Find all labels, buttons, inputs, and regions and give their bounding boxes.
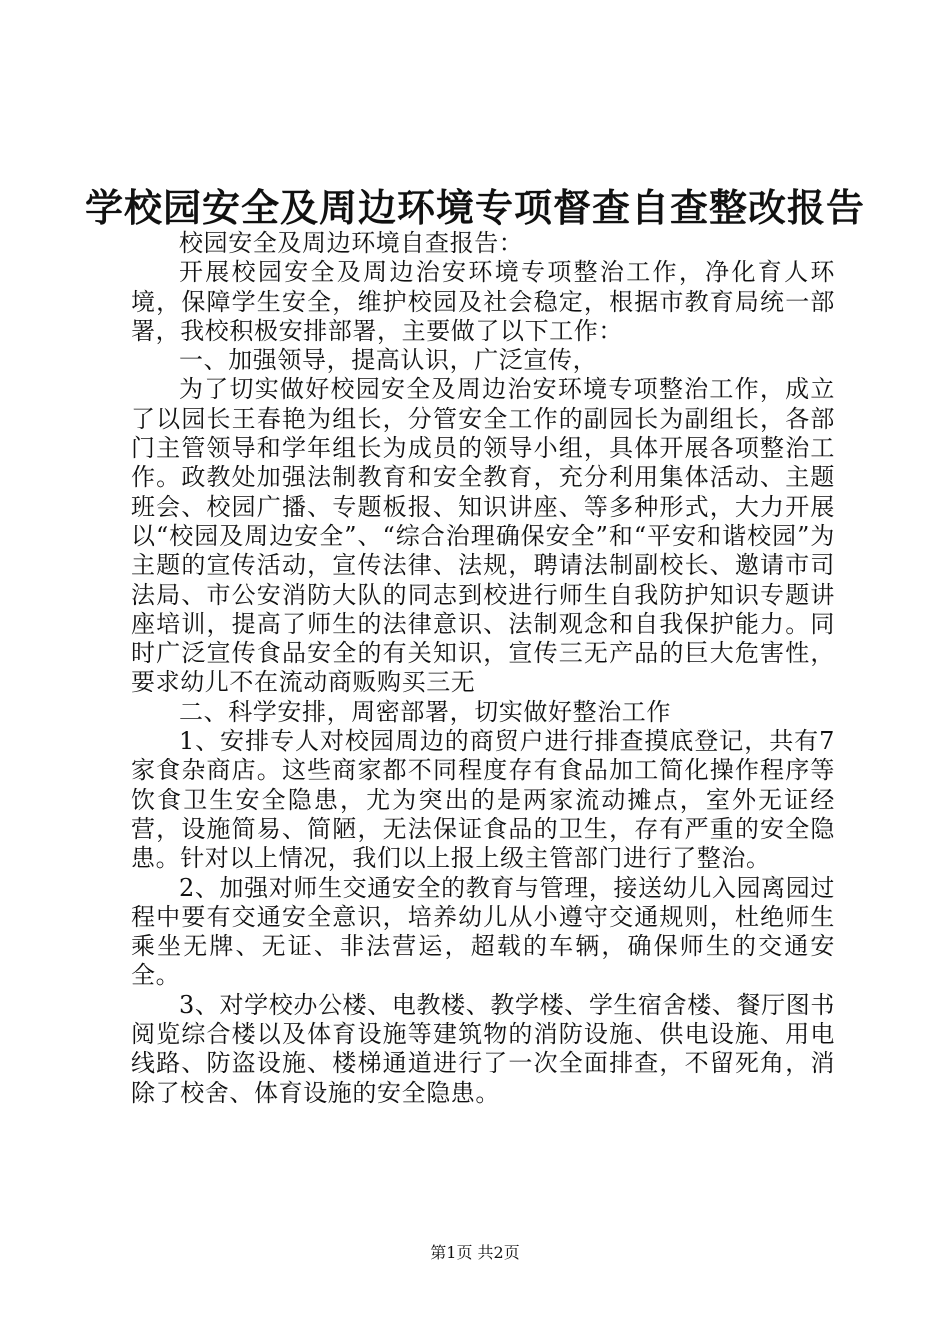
page-footer: 第1页 共2页 [430,1243,520,1262]
document-title: 学校园安全及周边环境专项督查自查整改报告 [84,185,865,230]
paragraph-report-heading: 校园安全及周边环境自查报告： [179,229,524,257]
paragraph-item-3: 3、对学校办公楼、电教楼、教学楼、学生宿舍楼、餐厅图书阅览综合楼以及体育设施等建筑物的消防设施、供电设施、用电线路、防盗设施、楼梯通道进行了一次全面排查，不留死角，消除了校舍、体育设施的安全隐患。 [131,990,835,1107]
paragraph-item-2: 2、加强对师生交通安全的教育与管理，接送幼儿入园离园过程中要有交通安全意识，培养幼儿从小遵守交通规则，杜绝师生乘坐无牌、无证、非法营运，超载的车辆，确保师生的交通安全。 [131,873,835,990]
paragraph-introduction: 开展校园安全及周边治安环境专项整治工作，净化育人环境，保障学生安全，维护校园及社会稳定，根据市教育局统一部署，我校积极安排部署，主要做了以下工作： [131,258,835,345]
section-heading-1: 一、加强领导，提高认识，广泛宣传， [179,346,598,375]
paragraph-item-1: 1、安排专人对校园周边的商贸户进行排查摸底登记，共有7家食杂商店。这些商家都不同程度存有食品加工简化操作程序等饮食卫生安全隐患，尤为突出的是两家流动摊点，室外无证经营，设施简易、简陋，无法保证食品的卫生，存有严重的安全隐患。针对以上情况，我们以上报上级主管部门进行了整治。 [131,727,835,873]
paragraph-section-1: 为了切实做好校园安全及周边治安环境专项整治工作，成立了以园长王春艳为组长，分管安全工作的副园长为副组长，各部门主管领导和学年组长为成员的领导小组，具体开展各项整治工作。政教处加强法制教育和安全教育，充分利用集体活动、主题班会、校园广播、专题板报、知识讲座、等多种形式，大力开展以“校园及周边安全”、“综合治理确保安全”和“平安和谐校园”为主题的宣传活动，宣传法律、法规，聘请法制副校长、邀请市司法局、市公安消防大队的同志到校进行师生自我防护知识专题讲座培训，提高了师生的法律意识、法制观念和自我保护能力。同时广泛宣传食品安全的有关知识，宣传三无产品的巨大危害性，要求幼儿不在流动商贩购买三无 [131,375,835,697]
document-body [131,229,835,1108]
section-heading-2: 二、科学安排，周密部署，切实做好整治工作 [179,697,671,726]
